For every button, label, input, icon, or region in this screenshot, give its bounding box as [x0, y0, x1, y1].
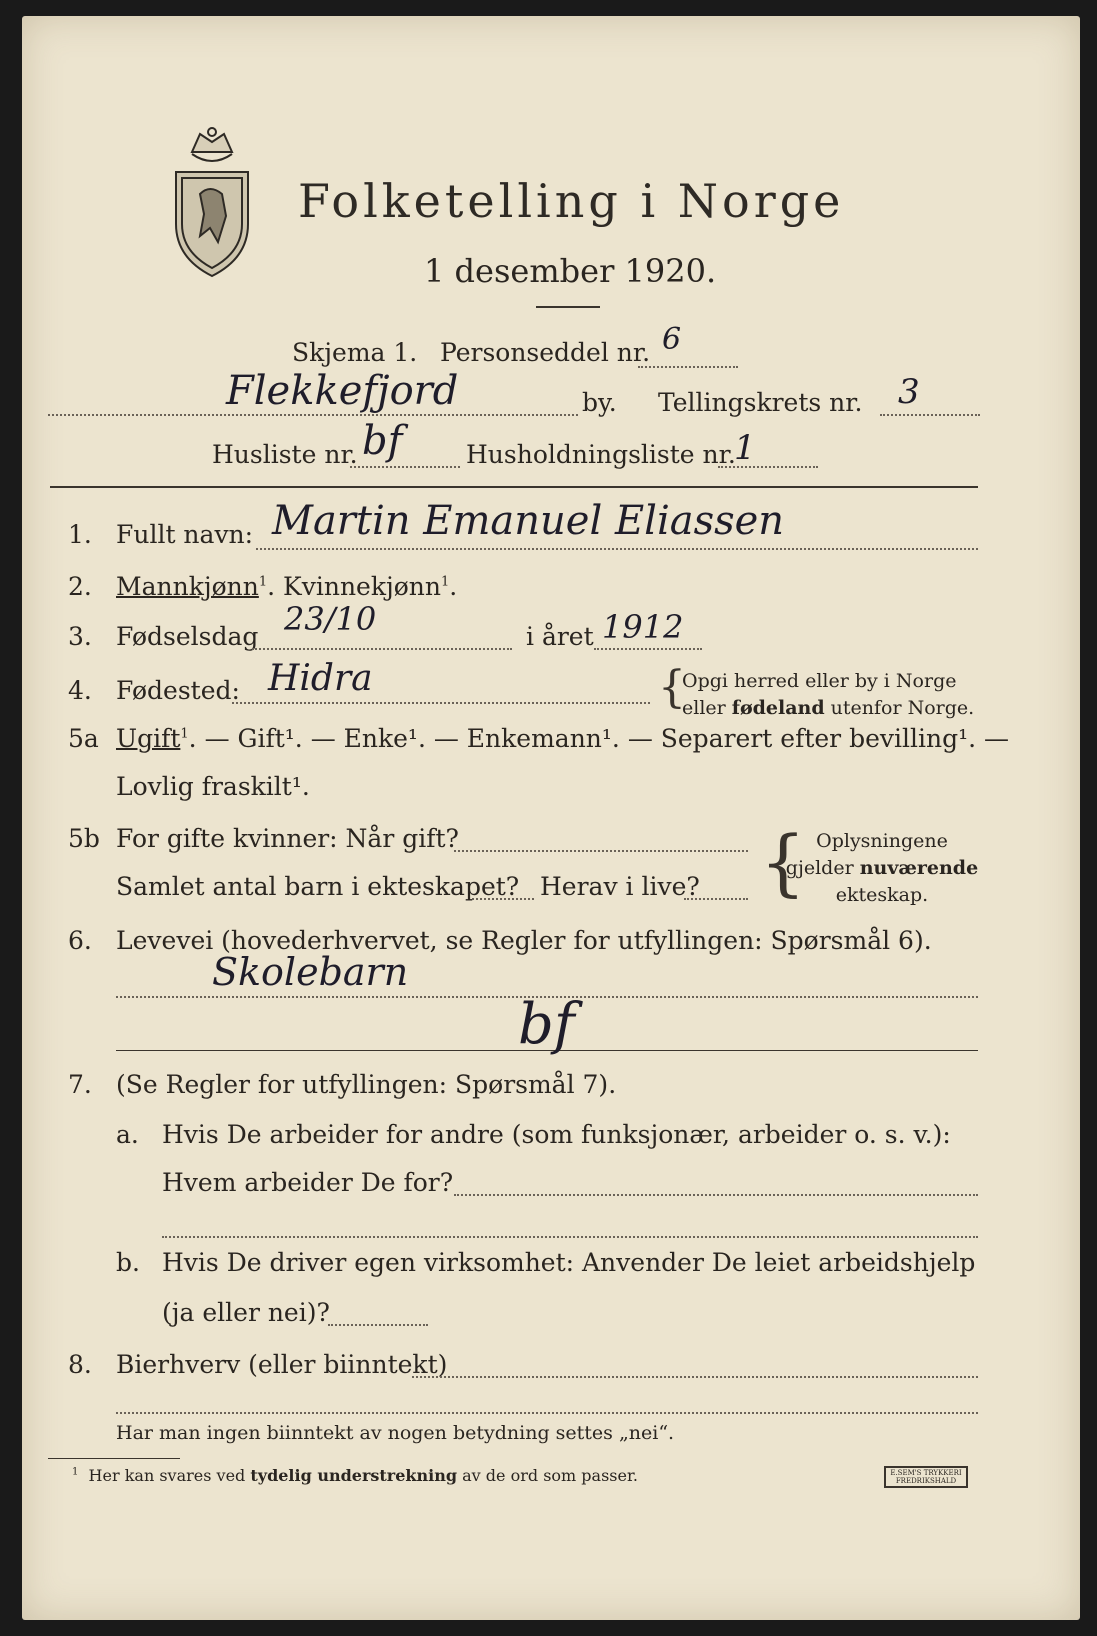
header-rule — [50, 486, 978, 488]
q7a-question: Hvem arbeider De for? — [162, 1168, 454, 1197]
q4-note: Opgi herred eller by i Norge eller fødeland utenfor Norge. — [682, 670, 975, 719]
birthdate-value: 23/10 — [284, 600, 377, 638]
husholdning-field[interactable] — [718, 466, 818, 468]
husliste-value: bf — [362, 418, 403, 464]
q5a-number: 5a — [68, 724, 99, 753]
q7b-number: b. — [116, 1248, 140, 1277]
birthdate-field[interactable] — [252, 648, 512, 650]
q3-number: 3. — [68, 622, 92, 651]
q5b-label: For gifte kvinner: Når gift? — [116, 824, 459, 853]
side-income-field-line2[interactable] — [116, 1412, 978, 1414]
title-divider — [536, 306, 600, 308]
q7a-number: a. — [116, 1120, 139, 1149]
occupation-initials: bf — [518, 992, 575, 1057]
children-alive-field[interactable] — [684, 898, 748, 900]
q6-number: 6. — [68, 926, 92, 955]
footnote: $^1$ Her kan svares ved tydelig understrekning av de ord som passer. — [72, 1466, 638, 1485]
employer-field-line2[interactable] — [162, 1236, 978, 1238]
option-lovlig-fraskilt[interactable]: Lovlig fraskilt¹. — [116, 772, 310, 801]
city-value: Flekkefjord — [226, 368, 459, 414]
tellingskrets-field[interactable] — [880, 414, 980, 416]
occupation-value: Skolebarn — [212, 950, 409, 994]
q1-label: Fullt navn: — [116, 520, 254, 549]
option-mannkjonn[interactable]: Mannkjønn — [116, 572, 259, 601]
census-date: 1 desember 1920. — [424, 252, 717, 290]
q6-label: Levevei (hovederhvervet, se Regler for utfyllingen: Spørsmål 6). — [116, 926, 932, 955]
q2-options[interactable]: Mannkjønn$^1$. Kvinnekjønn$^1$. — [116, 572, 458, 601]
q4-label: Fødested: — [116, 676, 240, 705]
full-name-value: Martin Emanuel Eliassen — [272, 498, 785, 544]
q4-brace: { — [658, 662, 686, 713]
coat-of-arms-icon — [170, 124, 254, 280]
tellingskrets-value: 3 — [898, 372, 920, 412]
marriage-date-field[interactable] — [454, 850, 748, 852]
husliste-label: Husliste nr. — [212, 440, 358, 469]
birthplace-value: Hidra — [268, 658, 373, 699]
birthplace-field[interactable] — [232, 702, 650, 704]
q5b-brace: { — [760, 820, 806, 904]
q5b-note: Oplysningene gjelder nuværende ekteskap. — [785, 830, 979, 906]
page-title: Folketelling i Norge — [298, 174, 845, 228]
birth-year-field[interactable] — [594, 648, 702, 650]
printer-stamp: E.SEM'S TRYKKERI FREDRIKSHALD — [884, 1466, 968, 1488]
hired-help-field[interactable] — [328, 1324, 428, 1326]
option-kvinnekjonn[interactable]: Kvinnekjønn — [283, 572, 441, 601]
employer-field-line1[interactable] — [454, 1194, 978, 1196]
birth-year-value: 1912 — [602, 608, 684, 646]
q5b-number: 5b — [68, 824, 100, 853]
marital-other-options[interactable]: — Gift¹. — Enke¹. — Enkemann¹. — Separert efter bevilling¹. — — [204, 724, 1009, 753]
husholdning-label: Husholdningsliste nr. — [466, 440, 736, 469]
q7-label: (Se Regler for utfyllingen: Spørsmål 7). — [116, 1070, 617, 1099]
children-count-field[interactable] — [472, 898, 534, 900]
children-alive-label: Herav i live? — [540, 872, 700, 901]
tellingskrets-label: Tellingskrets nr. — [658, 388, 863, 417]
side-income-field-line1[interactable] — [412, 1376, 978, 1378]
city-field[interactable] — [48, 414, 578, 416]
footnote-rule — [48, 1458, 180, 1459]
husholdning-value: 1 — [734, 428, 756, 468]
by-label: by. — [582, 388, 617, 417]
q4-number: 4. — [68, 676, 92, 705]
q7a-label: Hvis De arbeider for andre (som funksjonær, arbeider o. s. v.): — [162, 1120, 951, 1149]
q7-number: 7. — [68, 1070, 92, 1099]
census-form — [22, 16, 1080, 1620]
personseddel-field[interactable] — [638, 366, 738, 368]
birth-year-label: i året — [526, 622, 594, 651]
children-count-label: Samlet antal barn i ekteskapet? — [116, 872, 520, 901]
husliste-field[interactable] — [350, 466, 460, 468]
q7b-question: (ja eller nei)? — [162, 1298, 330, 1327]
q8-label: Bierhverv (eller biinntekt) — [116, 1350, 448, 1379]
q2-number: 2. — [68, 572, 92, 601]
q3-label: Fødselsdag — [116, 622, 259, 651]
skjema-label: Skjema 1. — [292, 338, 418, 367]
q7b-label: Hvis De driver egen virksomhet: Anvender De leiet arbeidshjelp — [162, 1248, 976, 1277]
personseddel-value: 6 — [662, 322, 682, 357]
option-ugift[interactable]: Ugift — [116, 724, 181, 753]
q1-number: 1. — [68, 520, 92, 549]
personseddel-label: Personseddel nr. — [440, 338, 651, 367]
q8-number: 8. — [68, 1350, 92, 1379]
full-name-field[interactable] — [256, 548, 978, 550]
q5a-options[interactable]: Ugift$^1$. — Gift¹. — Enke¹. — Enkemann¹. — Separert efter bevilling¹. — — [116, 724, 1009, 753]
q8-note: Har man ingen biinntekt av nogen betydning settes „nei“. — [116, 1422, 675, 1444]
